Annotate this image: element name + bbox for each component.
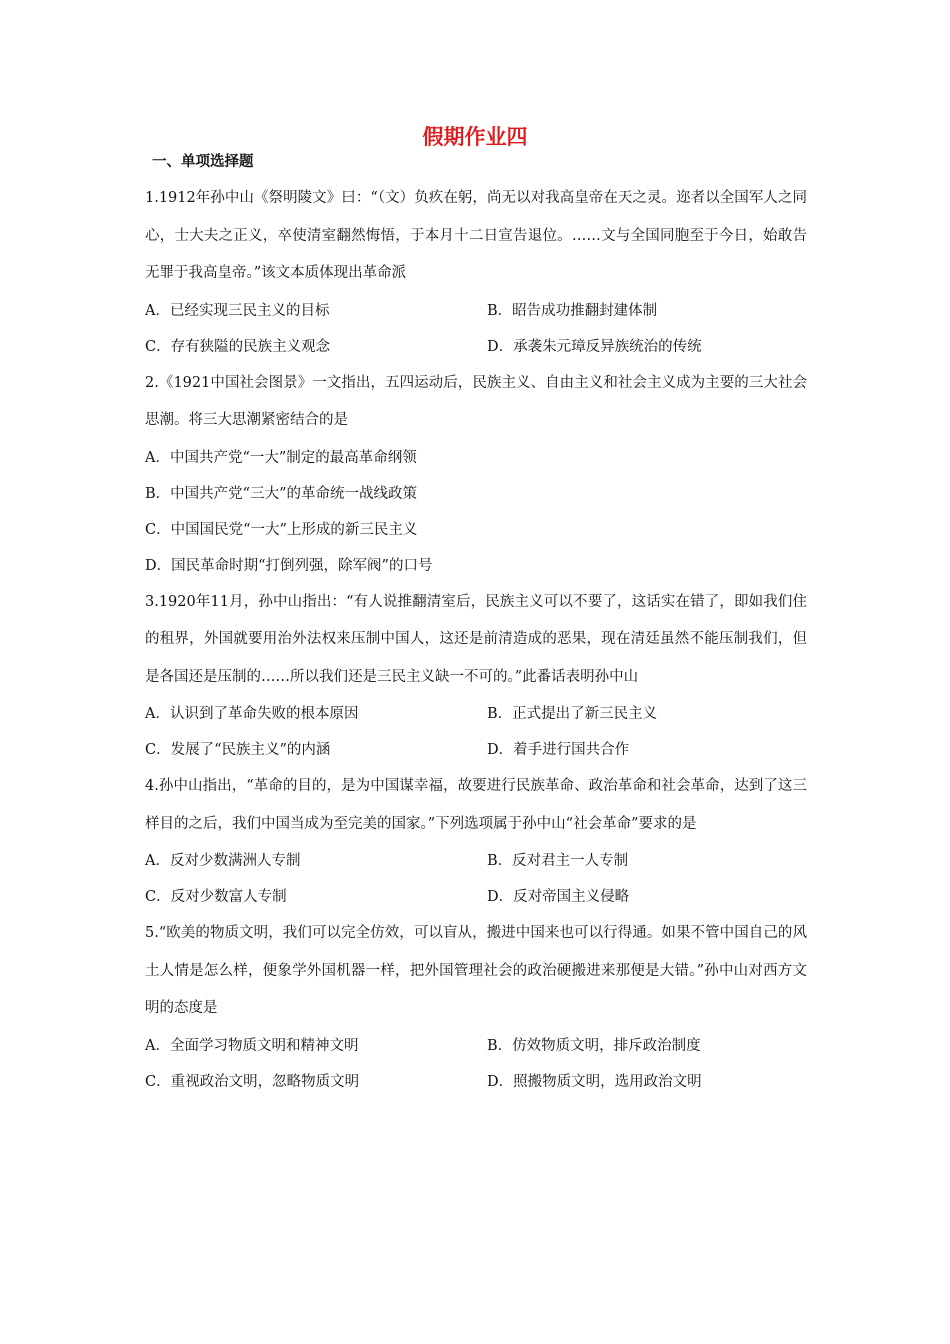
- option-c: C．重视政治文明，忽略物质文明: [145, 1073, 360, 1090]
- option-list: [145, 440, 807, 584]
- option-a: A．认识到了革命失败的根本原因: [145, 706, 359, 722]
- option-a: A．反对少数满洲人专制: [145, 853, 301, 869]
- option-d: D．国民革命时期“打倒列强，除军阀”的口号: [145, 557, 433, 574]
- option-list: [145, 1028, 807, 1100]
- question-stem: 1.1912年孙中山《祭明陵文》曰：“（文）负疚在躬，尚无以对我高皇帝在天之灵。迩者以全国军人之同心，士大夫之正义，卒使清室翻然悔悟，于本月十二日宣告退位。……文与全国同胞至于今日，始敢告无罪于我高皇帝。”该文本质体现出革命派: [145, 190, 807, 281]
- question-1: [145, 180, 807, 365]
- question-stem: 5.“欧美的物质文明，我们可以完全仿效，可以盲从，搬进中国来也可以行得通。如果不管中国自己的风土人情是怎么样，便象学外国机器一样，把外国管理社会的政治硬搬进来那便是大错。”孙中山对西方文明的态度是: [145, 925, 807, 1016]
- question-4: [145, 768, 807, 915]
- page-title: 假期作业四: [422, 125, 528, 149]
- option-c: C．存有狭隘的民族主义观念: [145, 338, 331, 355]
- option-c: C．发展了“民族主义”的内涵: [145, 742, 331, 758]
- option-b: B．反对君主一人专制: [487, 853, 629, 869]
- option-b: B．中国共产党“三大”的革命统一战线政策: [145, 485, 417, 502]
- question-5: [145, 915, 807, 1100]
- section-heading: 一、单项选择题: [152, 154, 254, 170]
- option-a: A．全面学习物质文明和精神文明: [145, 1037, 359, 1054]
- option-b: B．正式提出了新三民主义: [487, 706, 658, 722]
- option-d: D．承袭朱元璋反异族统治的传统: [487, 338, 702, 355]
- option-b: B．昭告成功推翻封建体制: [487, 302, 658, 319]
- option-list: [145, 843, 807, 915]
- option-c: C．反对少数富人专制: [145, 889, 287, 905]
- option-d: D．照搬物质文明，选用政治文明: [487, 1073, 702, 1090]
- question-stem: 2.《1921中国社会图景》一文指出，五四运动后，民族主义、自由主义和社会主义成为主要的三大社会思潮。将三大思潮紧密结合的是: [145, 374, 807, 428]
- question-list: [145, 180, 807, 1100]
- option-list: [145, 293, 807, 365]
- option-a: A．中国共产党“一大”制定的最高革命纲领: [145, 449, 417, 466]
- option-d: D．着手进行国共合作: [487, 742, 630, 758]
- question-2: [145, 365, 807, 584]
- option-b: B．仿效物质文明，排斥政治制度: [487, 1037, 701, 1054]
- option-list: [145, 696, 807, 768]
- question-stem: 3.1920年11月，孙中山指出：“有人说推翻清室后，民族主义可以不要了，这话实在错了，即如我们住的租界，外国就要用治外法权来压制中国人，这还是前清造成的恶果，现在清廷虽然不能压制我们，但是各国还是压制的……所以我们还是三民主义缺一不可的。”此番话表明孙中山: [145, 593, 807, 685]
- question-3: [145, 584, 807, 769]
- option-c: C．中国国民党“一大”上形成的新三民主义: [145, 521, 418, 538]
- question-stem: 4.孙中山指出，“革命的目的，是为中国谋幸福，故要进行民族革命、政治革命和社会革命，达到了这三样目的之后，我们中国当成为至完美的国家。”下列选项属于孙中山“社会革命”要求的是: [145, 778, 807, 832]
- option-a: A．已经实现三民主义的目标: [145, 302, 330, 319]
- option-d: D．反对帝国主义侵略: [487, 889, 630, 905]
